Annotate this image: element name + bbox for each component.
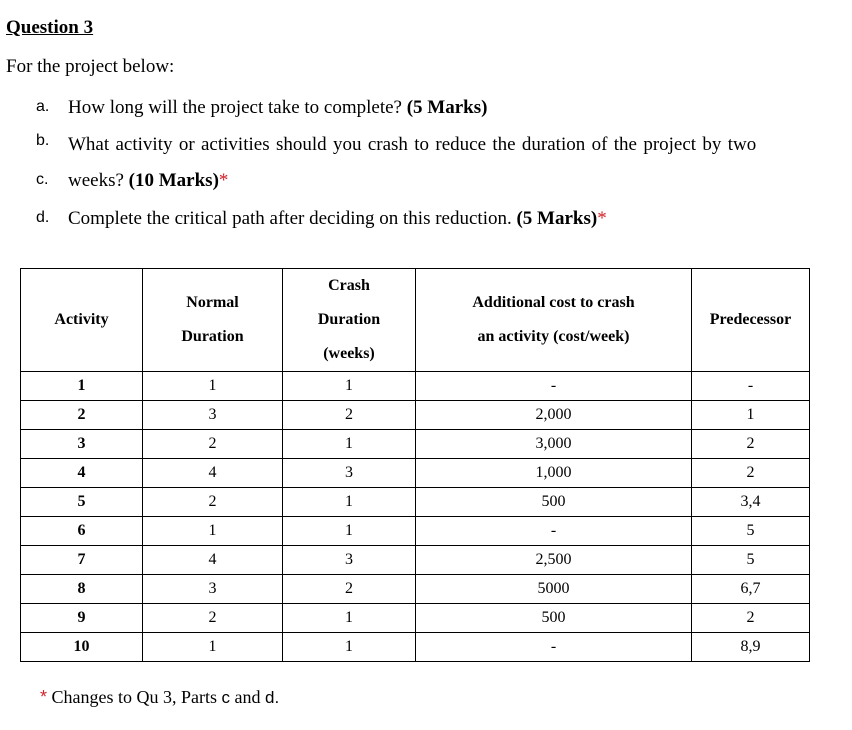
cell-crash-duration: 2 xyxy=(283,401,416,430)
table-header-row xyxy=(21,269,810,372)
cell-additional-cost: 2,000 xyxy=(416,401,692,430)
footnote-part-c: c xyxy=(221,688,231,707)
cell-activity: 2 xyxy=(21,401,143,430)
cell-predecessor: 2 xyxy=(692,430,810,459)
question-text xyxy=(68,97,487,119)
footnote-text: Changes to Qu 3, Parts xyxy=(51,687,218,707)
cell-predecessor: - xyxy=(692,372,810,401)
cell-crash-duration: 1 xyxy=(283,430,416,459)
cell-crash-duration: 2 xyxy=(283,575,416,604)
header-activity: Activity xyxy=(21,269,143,372)
table-row xyxy=(21,372,810,401)
cell-activity: 8 xyxy=(21,575,143,604)
cell-normal-duration: 4 xyxy=(143,546,283,575)
cell-normal-duration: 2 xyxy=(143,430,283,459)
cell-additional-cost: - xyxy=(416,517,692,546)
cell-crash-duration: 1 xyxy=(283,372,416,401)
question-letter: a. xyxy=(36,98,50,115)
header-line: Duration xyxy=(317,311,381,328)
cell-activity: 7 xyxy=(21,546,143,575)
cell-crash-duration: 3 xyxy=(283,459,416,488)
table-row xyxy=(21,430,810,459)
question-body: What activity or activities should you crash to reduce the duration of the project by two xyxy=(68,134,757,155)
cell-additional-cost: - xyxy=(416,633,692,662)
cell-predecessor: 5 xyxy=(692,546,810,575)
cell-additional-cost: 500 xyxy=(416,604,692,633)
table-row xyxy=(21,517,810,546)
cell-predecessor: 8,9 xyxy=(692,633,810,662)
question-heading: Question 3 xyxy=(6,17,94,38)
cell-predecessor: 2 xyxy=(692,459,810,488)
cell-normal-duration: 1 xyxy=(143,517,283,546)
cell-normal-duration: 3 xyxy=(143,401,283,430)
cell-activity: 9 xyxy=(21,604,143,633)
question-a xyxy=(0,97,852,121)
question-body: weeks? xyxy=(68,170,124,191)
cell-activity: 3 xyxy=(21,430,143,459)
question-letter: d. xyxy=(36,209,50,226)
cell-normal-duration: 1 xyxy=(143,372,283,401)
activity-table xyxy=(20,268,810,662)
cell-additional-cost: 3,000 xyxy=(416,430,692,459)
cell-additional-cost: 1,000 xyxy=(416,459,692,488)
header-normal-duration xyxy=(143,269,283,372)
cell-predecessor: 2 xyxy=(692,604,810,633)
cell-additional-cost: - xyxy=(416,372,692,401)
question-marks: (5 Marks) xyxy=(406,97,488,118)
table-row xyxy=(21,633,810,662)
cell-normal-duration: 2 xyxy=(143,604,283,633)
cell-additional-cost: 5000 xyxy=(416,575,692,604)
question-b xyxy=(0,134,852,158)
table-row xyxy=(21,546,810,575)
table-row xyxy=(21,575,810,604)
table-row xyxy=(21,401,810,430)
header-line: Crash xyxy=(328,277,370,294)
question-marks: (10 Marks) xyxy=(128,170,219,191)
cell-crash-duration: 1 xyxy=(283,604,416,633)
question-letter: b. xyxy=(36,132,50,149)
cell-normal-duration: 1 xyxy=(143,633,283,662)
header-predecessor: Predecessor xyxy=(692,269,810,372)
header-line: Normal xyxy=(186,294,239,311)
cell-predecessor: 1 xyxy=(692,401,810,430)
cell-normal-duration: 4 xyxy=(143,459,283,488)
question-d xyxy=(0,208,852,232)
table-row xyxy=(21,459,810,488)
footnote-and: and xyxy=(234,687,261,707)
change-star-icon: * xyxy=(218,170,229,191)
cell-activity: 6 xyxy=(21,517,143,546)
question-body: Complete the critical path after deciding on this reduction. xyxy=(68,208,512,229)
table-row xyxy=(21,604,810,633)
question-body: How long will the project take to complete? xyxy=(68,97,402,118)
cell-predecessor: 5 xyxy=(692,517,810,546)
cell-crash-duration: 1 xyxy=(283,517,416,546)
cell-activity: 5 xyxy=(21,488,143,517)
cell-predecessor: 6,7 xyxy=(692,575,810,604)
change-star-icon: * xyxy=(597,208,607,229)
intro-text: For the project below: xyxy=(6,56,175,77)
footnote xyxy=(40,687,279,708)
cell-crash-duration: 1 xyxy=(283,488,416,517)
header-line: an activity (cost/week) xyxy=(477,328,630,345)
question-text xyxy=(68,134,756,156)
cell-additional-cost: 2,500 xyxy=(416,546,692,575)
footnote-part-d: d. xyxy=(265,688,280,707)
change-star-icon: * xyxy=(40,687,48,707)
question-text xyxy=(68,170,228,192)
cell-activity: 10 xyxy=(21,633,143,662)
header-additional-cost xyxy=(416,269,692,372)
question-letter: c. xyxy=(36,171,49,188)
table-row xyxy=(21,488,810,517)
question-marks: (5 Marks) xyxy=(516,208,598,229)
cell-normal-duration: 2 xyxy=(143,488,283,517)
question-c xyxy=(0,170,852,194)
cell-crash-duration: 1 xyxy=(283,633,416,662)
cell-activity: 1 xyxy=(21,372,143,401)
cell-predecessor: 3,4 xyxy=(692,488,810,517)
header-crash-duration xyxy=(283,269,416,372)
cell-additional-cost: 500 xyxy=(416,488,692,517)
header-line: Additional cost to crash xyxy=(472,294,635,311)
cell-normal-duration: 3 xyxy=(143,575,283,604)
header-line: Duration xyxy=(181,328,244,345)
cell-activity: 4 xyxy=(21,459,143,488)
cell-crash-duration: 3 xyxy=(283,546,416,575)
question-text xyxy=(68,208,607,230)
header-line: (weeks) xyxy=(323,345,375,362)
